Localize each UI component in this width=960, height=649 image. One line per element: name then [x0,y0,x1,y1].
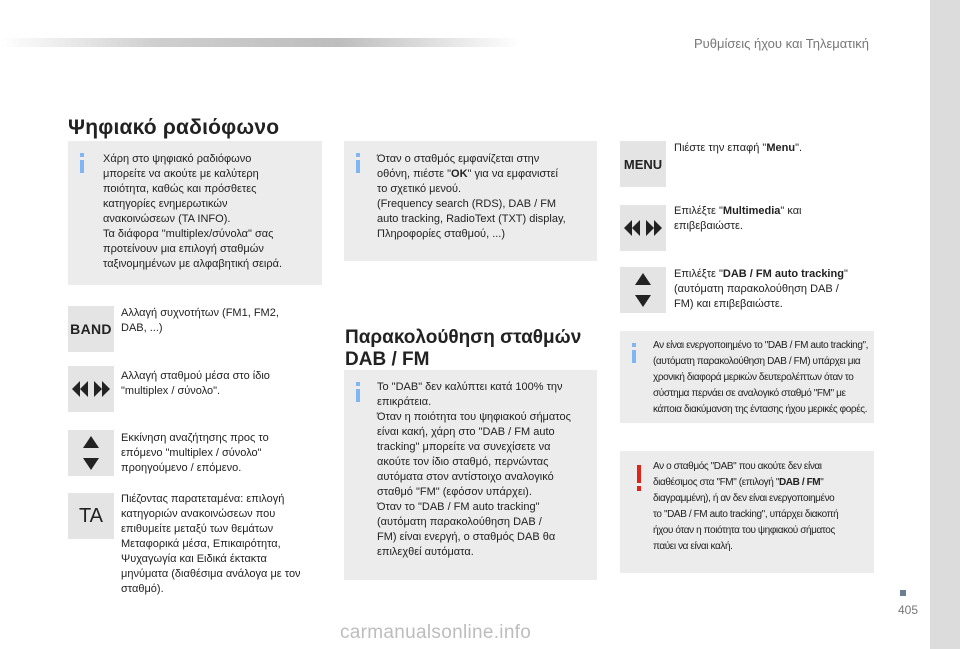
info-text: Χάρη στο ψηφιακό ραδιόφωνο μπορείτε να ακούτε με καλύτερη ποιότητα, καθώς και πρόσθετες κατηγορίες ενημερωτικών ανακοινώσεων (TA INFO). Τα διάφορα "multiplex/σύνολα" σας προτείνουν μια επιλογή σταθμών ταξινομημένων με αλφαβητική σειρά. [103,153,283,270]
seek-arrows-icon [70,380,112,398]
band-button[interactable] [68,306,114,352]
ta-label: TA [78,504,104,527]
info-box-dab [344,370,597,580]
up-down-arrows-icon[interactable] [620,267,666,313]
delay-info-text: Αν είναι ενεργοποιημένο το "DAB / FM auto tracking", (αυτόματη παρακολούθηση DAB / FM) υπάρχει μια χρονική διαφορά μερικών δευτερολέπτων όταν το σύστημα περνάει σε αναλογικό σταθμό "FM" με κάποια διακύμανση της έντασης ήχου μερικές φορές. [653,340,869,415]
dab-info-text: Το "DAB" δεν καλύπτει κατά 100% την επικράτεια. Όταν η ποιότητα του ψηφιακού σήματος είναι κακή, χάρη στο "DAB / FM auto tracking" μπορείτε να συνεχίσετε να ακούτε τον ίδιο σταθμό, περνώντας αυτόματα στον αντίστοιχο αναλογικό σταθμό "FM" (εφόσον υπάρχει). Όταν το "DAB / FM auto tracking" (αυτόματη παρακολούθηση DAB / FM) είναι ενεργή, ο σταθμός DAB θα επιλεχθεί αυτόματα. [377,381,571,558]
info-icon [80,153,84,173]
page-title: Ψηφιακό ραδιόφωνο [68,116,280,139]
header-rule [0,38,520,47]
info-icon [632,343,636,363]
band-label: BAND [70,321,112,337]
multimedia-seek-icon[interactable] [620,205,666,251]
info-icon [356,382,360,402]
ta-text: Πιέζοντας παρατεταμένα: επιλογή κατηγοριών ανακοινώσεων που επιθυμείτε μεταξύ των θεμάτων Μεταφορικά μέσα, Επικαιρότητα, Ψυχαγωγία και Ειδικά έκτακτα μηνύματα (διαθέσιμα ανάλογα με τον σταθμό). [121,493,301,595]
warning-box [620,451,874,573]
band-text: Αλλαγή συχνοτήτων (FM1, FM2, DAB, ...) [121,307,279,334]
page-edge-band [930,0,960,649]
watermark: carmanualsonline.info [340,622,532,643]
warning-icon [637,465,641,491]
info-box-intro [68,141,322,285]
page-marker [900,590,906,596]
info-box-ok [344,141,597,261]
up-down-arrows-icon[interactable] [68,430,114,476]
section-header: Ρυθμίσεις ήχου και Τηλεματική [694,36,870,51]
menu-label: MENU [623,156,663,172]
seek-text: Αλλαγή σταθμού μέσα στο ίδιο "multiplex / σύνολο". [121,370,270,397]
page-number: 405 [898,603,919,617]
warning-text: Αν ο σταθμός "DAB" που ακούτε δεν είναι διαθέσιμος στα "FM" (επιλογή "DAB / FM" διαγραμμένη), ή αν δεν είναι ενεργοποιημένο το "DAB / FM auto tracking", υπάρχει διακοπή ήχου όταν η ποιότητα του ψηφιακού σήματος παύει να είναι καλή. [653,461,839,552]
seek-prev-next-icon[interactable] [68,366,114,412]
ok-info-text: Όταν ο σταθμός εμφανίζεται στην οθόνη, πιέστε "OK" για να εμφανιστεί το σχετικό μενού. (Frequency search (RDS), DAB / FM auto tracking, RadioText (TXT) display, Πληροφορίες σταθμού, ...) [377,153,566,240]
updown-text: Εκκίνηση αναζήτησης προς το επόμενο "multiplex / σύνολο" προηγούμενο / επόμενο. [121,432,269,474]
info-box-delay [620,331,874,423]
step2-text: Επιλέξτε "Multimedia" και επιβεβαιώστε. [674,205,802,232]
step3-text: Επιλέξτε "DAB / FM auto tracking" (αυτόματη παρακολούθηση DAB / FM) και επιβεβαιώστε. [674,268,848,310]
step1-text: Πιέστε την επαφή "Menu". [674,142,803,154]
seek-arrows-icon [622,219,664,237]
ta-button[interactable] [68,493,114,539]
info-icon [356,153,360,173]
up-down-icon [633,272,653,308]
menu-button[interactable] [620,141,666,187]
up-down-icon [81,435,101,471]
section-subtitle: Παρακολούθηση σταθμών DAB / FM [345,327,582,370]
